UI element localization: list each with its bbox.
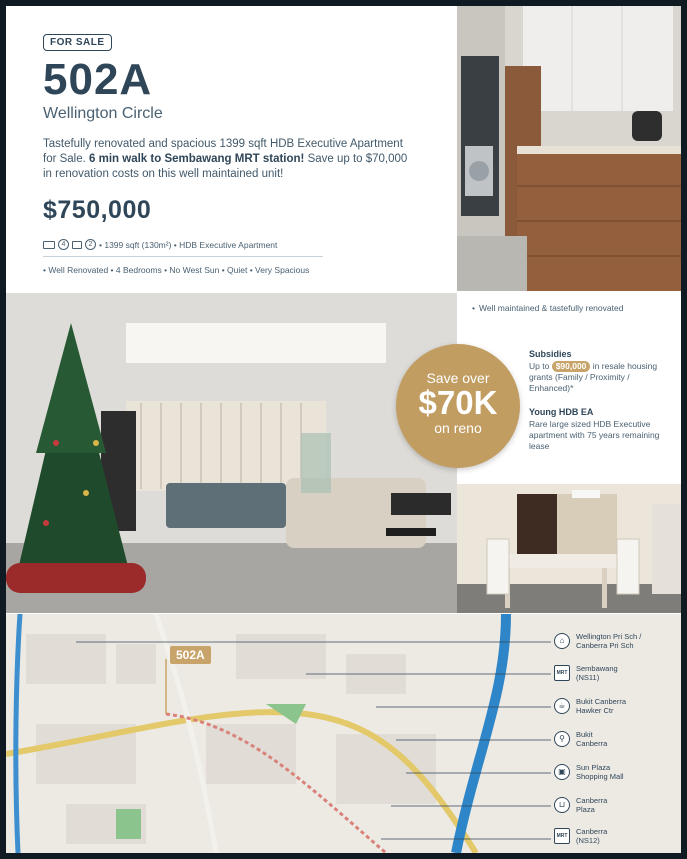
block-number: 502A	[43, 55, 153, 104]
description-part2: Save up to $70,000 in renovation costs on this well maintained unit!	[43, 153, 408, 180]
young-ea-text: Rare large sized HDB Executive apartment with 75 years remaining lease	[529, 419, 660, 451]
legend-item-school[interactable]	[554, 632, 656, 650]
subsidy-amount-pill: $90,000	[552, 361, 591, 372]
young-ea-heading: Young HDB EA	[529, 407, 594, 417]
description-part1: Tastefully renovated and spacious 1399 sqft HDB Executive Apartment for Sale.	[43, 138, 403, 165]
legend-label: Wellington Pri Sch / Canberra Pri Sch	[576, 632, 642, 650]
bullet-dot-icon: •	[472, 303, 475, 313]
cart-icon: ⊔	[554, 797, 570, 813]
dining-photo	[457, 484, 681, 613]
legend-label: Canberra Plaza	[576, 796, 608, 814]
legend-label: Canberra (NS12)	[576, 827, 608, 845]
price: $750,000	[43, 196, 152, 224]
size-text: • 1399 sqft (130m²) • HDB Executive Apartment	[99, 239, 278, 250]
description	[43, 137, 413, 182]
savings-bottom: on reno	[434, 420, 482, 436]
legend-item-canberra-plaza[interactable]	[554, 796, 621, 814]
legend-item-sun-plaza[interactable]	[554, 763, 636, 781]
bed-icon	[43, 241, 55, 249]
legend-item-sembawang-mrt[interactable]	[554, 664, 631, 682]
savings-top: Save over	[426, 370, 490, 386]
map-marker-label[interactable]: 502A	[170, 646, 211, 664]
food-icon: ☕	[554, 698, 570, 714]
subsidies-text	[529, 361, 674, 394]
shopping-icon: ▣	[554, 764, 570, 780]
bathroom-count: 2	[85, 239, 96, 250]
mrt-icon: MRT	[554, 665, 570, 681]
for-sale-badge: FOR SALE	[43, 34, 112, 51]
subsidies-heading: Subsidies	[529, 349, 572, 359]
location-map[interactable]	[6, 614, 681, 853]
legend-item-bukit-canberra[interactable]	[554, 730, 621, 748]
legend-label: Bukit Canberra	[576, 730, 608, 748]
legend-item-hawker[interactable]	[554, 697, 641, 715]
highlight-text: Well maintained & tastefully renovated	[479, 303, 624, 313]
legend-label: Sembawang (NS11)	[576, 664, 618, 682]
legend-label: Bukit Canberra Hawker Ctr	[576, 697, 627, 715]
description-highlight: 6 min walk to Sembawang MRT station!	[89, 153, 305, 165]
info-panel	[6, 6, 456, 291]
savings-badge	[396, 344, 520, 468]
bedroom-count: 4	[58, 239, 69, 250]
savings-amount: $70K	[418, 384, 498, 421]
mrt-icon: MRT	[554, 828, 570, 844]
legend-item-canberra-mrt[interactable]	[554, 827, 621, 845]
legend-label: Sun Plaza Shopping Mall	[576, 763, 624, 781]
kitchen-photo	[457, 6, 681, 291]
subsidies-pre: Up to	[529, 361, 552, 371]
bath-icon	[72, 241, 82, 249]
features-list: • Well Renovated • 4 Bedrooms • No West Sun • Quiet • Very Spacious	[43, 265, 310, 275]
listing-flyer	[6, 6, 681, 853]
bicycle-icon: ⚲	[554, 731, 570, 747]
subsidies-post: in resale housing grants (Family / Proximity / Enhanced)*	[529, 361, 658, 393]
school-icon: ⌂	[554, 633, 570, 649]
street-name: Wellington Circle	[43, 105, 163, 122]
living-room-photo	[6, 293, 457, 613]
highlight-bullet	[472, 303, 649, 314]
specs-row	[43, 239, 323, 257]
